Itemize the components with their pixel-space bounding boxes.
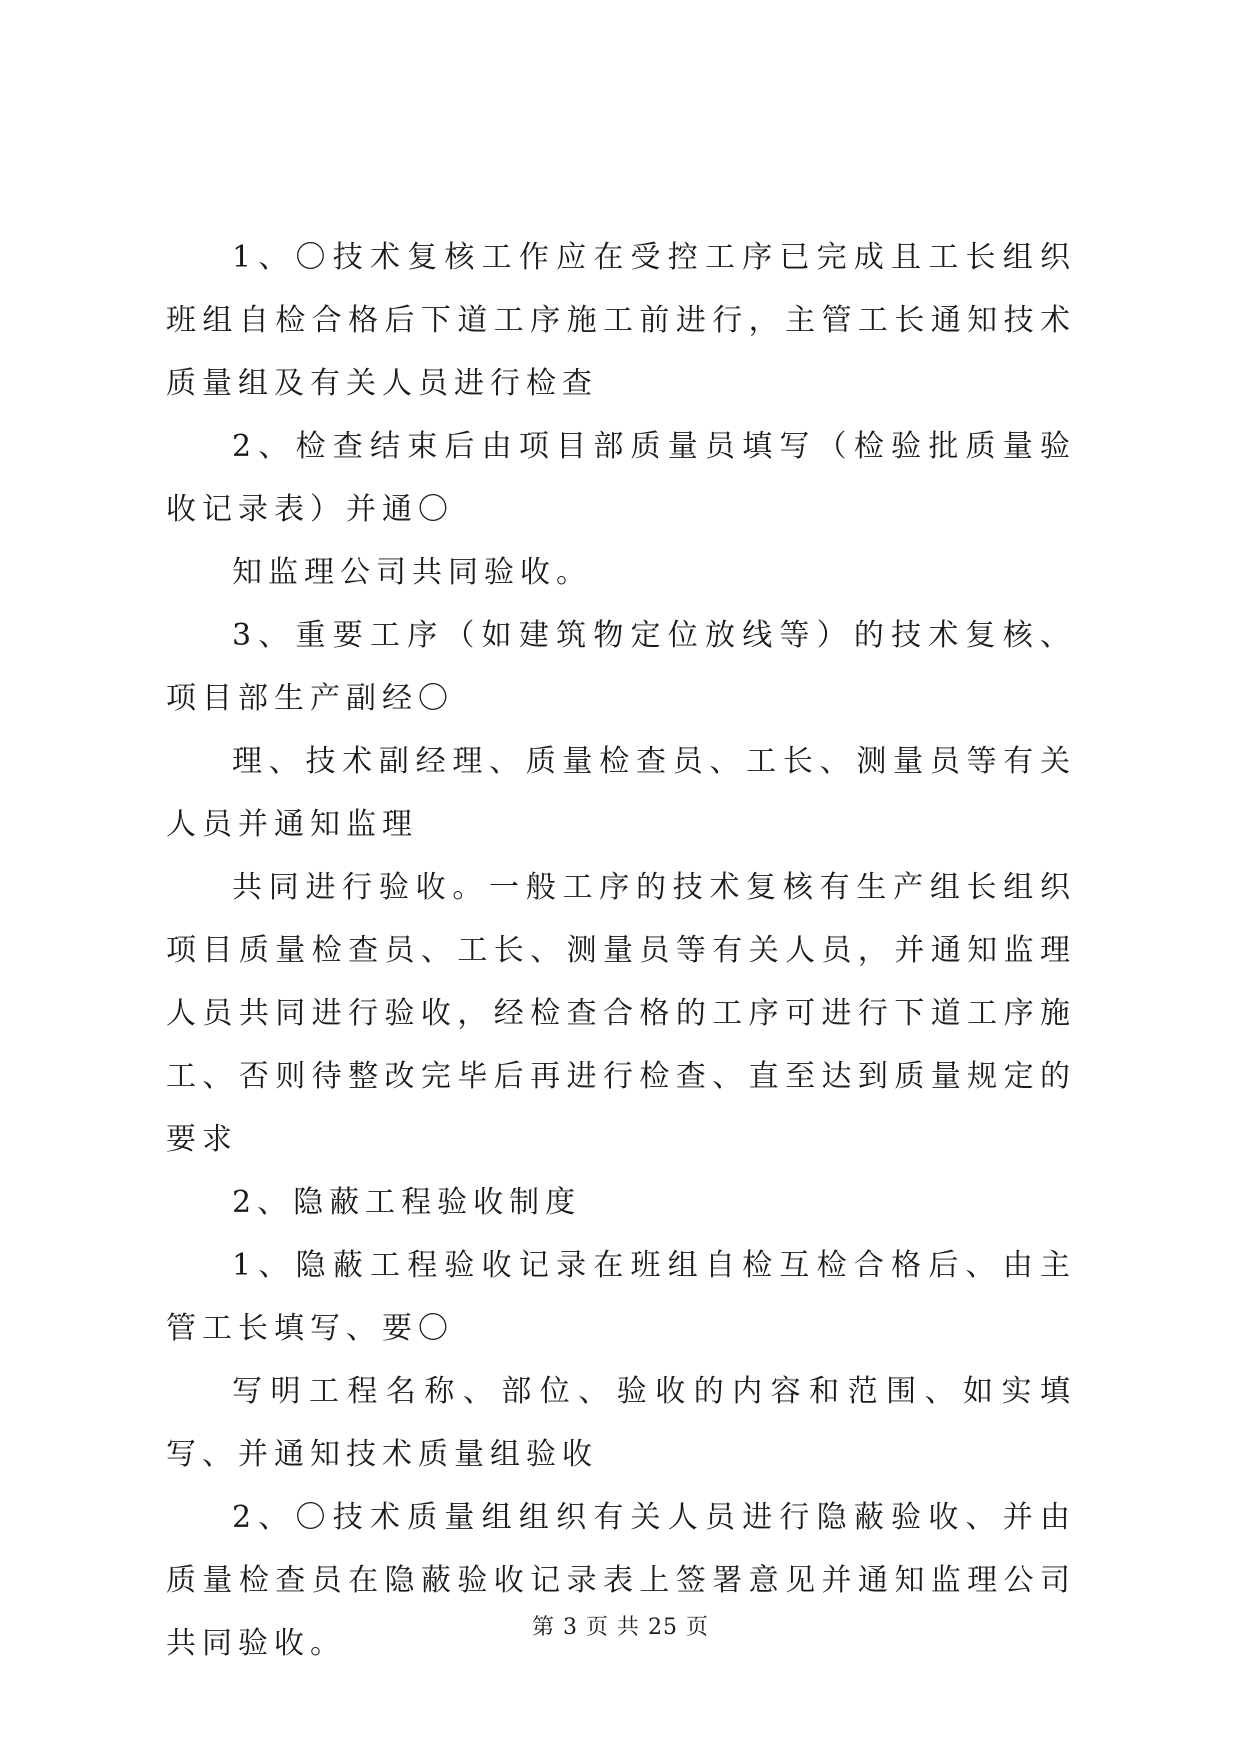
document-body (166, 226, 1076, 1675)
paragraph-5: 理、技术副经理、质量检查员、工长、测量员等有关人员并通知监理 (166, 744, 1076, 842)
paragraph-1: 1、〇技术复核工作应在受控工序已完成且工长组织班组自检合格后下道工序施工前进行，主管工长通知技术质量组及有关人员进行检查 (166, 240, 1076, 401)
paragraph-9: 写明工程名称、部位、验收的内容和范围、如实填写、并通知技术质量组验收 (166, 1374, 1076, 1472)
paragraph-4: 3、重要工序（如建筑物定位放线等）的技术复核、项目部生产副经〇 (166, 618, 1076, 716)
paragraph-6: 共同进行验收。一般工序的技术复核有生产组长组织项目质量检查员、工长、测量员等有关人员，并通知监理人员共同进行验收，经检查合格的工序可进行下道工序施工、否则待整改完毕后再进行检查、直至达到质量规定的要求 (166, 870, 1076, 1157)
paragraph-10: 2、〇技术质量组组织有关人员进行隐蔽验收、并由质量检查员在隐蔽验收记录表上签署意见并通知监理公司共同验收。 (166, 1500, 1076, 1661)
section-heading: 2、隐蔽工程验收制度 (232, 1185, 582, 1220)
paragraph-3: 知监理公司共同验收。 (232, 555, 592, 590)
paragraph-8: 1、隐蔽工程验收记录在班组自检互检合格后、由主管工长填写、要〇 (166, 1248, 1076, 1346)
paragraph-2: 2、检查结束后由项目部质量员填写（检验批质量验收记录表）并通〇 (166, 429, 1076, 527)
page-number-footer: 第 3 页 共 25 页 (532, 1615, 709, 1640)
